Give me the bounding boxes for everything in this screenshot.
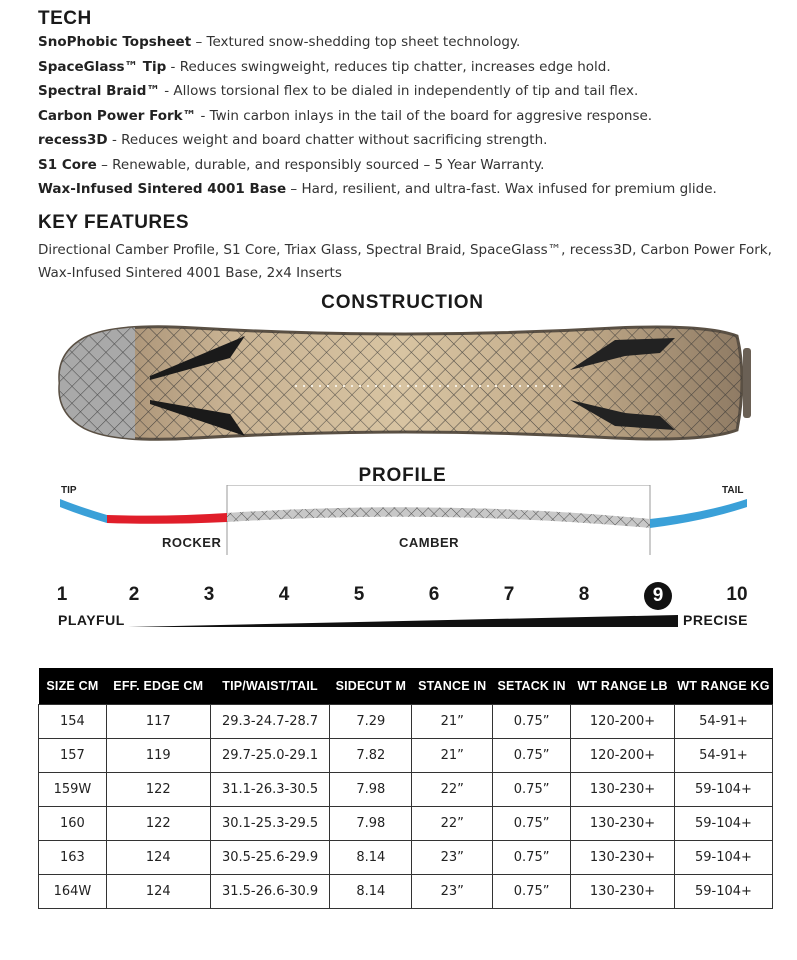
rocker-label: ROCKER (162, 535, 222, 550)
tech-item-name: S1 Core (38, 156, 97, 173)
table-cell: 164W (39, 875, 107, 909)
table-cell: 124 (106, 841, 210, 875)
table-cell: 29.7-25.0-29.1 (210, 739, 330, 773)
tech-item (38, 108, 652, 124)
table-cell: 22” (412, 773, 493, 807)
flex-scale-number: 7 (503, 584, 515, 605)
tech-item-desc: – Textured snow-shedding top sheet technology. (191, 34, 521, 50)
table-cell: 130-230+ (571, 841, 675, 875)
flex-scale-selected-number: 9 (644, 582, 672, 610)
tech-item-desc: – Hard, resilient, and ultra-fast. Wax infused for premium glide. (286, 181, 717, 197)
table-cell: 157 (39, 739, 107, 773)
flex-scale-number: 4 (278, 584, 290, 605)
table-cell: 7.29 (330, 705, 412, 739)
construction-heading: CONSTRUCTION (321, 292, 484, 313)
tech-item (38, 34, 520, 50)
table-row (39, 705, 773, 739)
camber-label: CAMBER (399, 535, 460, 550)
spec-table-header-cell: WT RANGE LB (571, 668, 675, 705)
tech-item (38, 132, 547, 148)
spec-table-header-cell: EFF. EDGE CM (106, 668, 210, 705)
table-cell: 119 (106, 739, 210, 773)
table-cell: 21” (412, 705, 493, 739)
table-cell: 59-104+ (674, 875, 772, 909)
flex-scale-number: 6 (428, 584, 440, 605)
table-cell: 163 (39, 841, 107, 875)
tech-item (38, 181, 717, 197)
table-row (39, 841, 773, 875)
table-cell: 23” (412, 875, 493, 909)
table-cell: 120-200+ (571, 705, 675, 739)
spec-table-header-cell: TIP/WAIST/TAIL (210, 668, 330, 705)
tip-segment (60, 499, 107, 523)
playful-label: PLAYFUL (58, 612, 125, 628)
flex-scale-number: 1 (56, 584, 68, 605)
table-cell: 154 (39, 705, 107, 739)
table-cell: 0.75” (493, 705, 571, 739)
table-row (39, 807, 773, 841)
flex-scale-number: 8 (578, 584, 590, 605)
precise-label: PRECISE (683, 612, 748, 628)
table-cell: 130-230+ (571, 807, 675, 841)
tail-segment (650, 499, 747, 528)
tech-item (38, 157, 544, 173)
tech-item-desc: - Reduces weight and board chatter without sacrificing strength. (107, 132, 548, 148)
table-cell: 7.98 (330, 807, 412, 841)
table-cell: 7.98 (330, 773, 412, 807)
flex-scale-wedge (128, 614, 680, 628)
table-cell: 54-91+ (674, 739, 772, 773)
spec-table-header-cell: SIZE CM (39, 668, 107, 705)
spec-table-header-cell: SIDECUT M (330, 668, 412, 705)
tech-item (38, 59, 611, 75)
table-cell: 0.75” (493, 773, 571, 807)
tip-label: TIP (61, 485, 77, 496)
table-cell: 59-104+ (674, 773, 772, 807)
table-cell: 160 (39, 807, 107, 841)
spec-table-header-cell: WT RANGE KG (674, 668, 772, 705)
flex-scale-number: 5 (353, 584, 365, 605)
spec-table-header-cell: STANCE IN (412, 668, 493, 705)
table-cell: 122 (106, 807, 210, 841)
table-cell: 122 (106, 773, 210, 807)
table-cell: 22” (412, 807, 493, 841)
flex-scale-number: 10 (726, 584, 748, 605)
key-features-text: Directional Camber Profile, S1 Core, Triax Glass, Spectral Braid, SpaceGlass™, recess3D, Carbon Power Fork, Wax-Infused Sintered 4001 Base, 2x4 Inserts (38, 242, 772, 281)
table-cell: 21” (412, 739, 493, 773)
spec-table (38, 668, 773, 909)
table-cell: 7.82 (330, 739, 412, 773)
tech-item-desc: - Reduces swingweight, reduces tip chatter, increases edge hold. (166, 58, 611, 75)
rocker-segment (107, 513, 227, 524)
table-cell: 30.5-25.6-29.9 (210, 841, 330, 875)
table-cell: 59-104+ (674, 841, 772, 875)
tech-item-name: Wax-Infused Sintered 4001 Base (38, 181, 287, 197)
table-cell: 0.75” (493, 875, 571, 909)
tech-item-name: SnoPhobic Topsheet (38, 34, 192, 50)
tech-item-name: recess3D (38, 132, 108, 148)
table-cell: 0.75” (493, 739, 571, 773)
table-row (39, 875, 773, 909)
table-cell: 159W (39, 773, 107, 807)
table-cell: 31.1-26.3-30.5 (210, 773, 330, 807)
table-cell: 23” (412, 841, 493, 875)
tech-item-name: Spectral Braid™ (38, 83, 160, 99)
table-cell: 130-230+ (571, 875, 675, 909)
board-construction-illustration (55, 318, 755, 453)
table-row (39, 773, 773, 807)
tech-item-desc: - Twin carbon inlays in the tail of the board for aggresive response. (196, 107, 653, 124)
table-cell: 130-230+ (571, 773, 675, 807)
key-features-heading: KEY FEATURES (38, 212, 189, 233)
table-cell: 31.5-26.6-30.9 (210, 875, 330, 909)
tech-item-name: Carbon Power Fork™ (38, 107, 197, 124)
table-cell: 124 (106, 875, 210, 909)
table-cell: 0.75” (493, 841, 571, 875)
profile-heading: PROFILE (358, 465, 447, 486)
table-cell: 117 (106, 705, 210, 739)
table-cell: 0.75” (493, 807, 571, 841)
camber-segment (227, 507, 650, 528)
table-cell: 54-91+ (674, 705, 772, 739)
tail-label: TAIL (722, 485, 744, 496)
table-cell: 30.1-25.3-29.5 (210, 807, 330, 841)
tech-item (38, 83, 638, 99)
table-cell: 29.3-24.7-28.7 (210, 705, 330, 739)
tech-item-name: SpaceGlass™ Tip (38, 58, 167, 75)
flex-scale-number: 2 (128, 584, 140, 605)
table-cell: 8.14 (330, 841, 412, 875)
table-row (39, 739, 773, 773)
tech-heading: TECH (38, 8, 92, 29)
table-cell: 8.14 (330, 875, 412, 909)
spec-table-header-cell: SETACK IN (493, 668, 571, 705)
flex-scale-number: 3 (203, 584, 215, 605)
table-cell: 120-200+ (571, 739, 675, 773)
table-cell: 59-104+ (674, 807, 772, 841)
spec-table-header-row (39, 668, 773, 705)
tech-item-desc: – Renewable, durable, and responsibly sourced – 5 Year Warranty. (96, 156, 545, 173)
tech-item-desc: - Allows torsional flex to be dialed in independently of tip and tail flex. (159, 83, 639, 99)
